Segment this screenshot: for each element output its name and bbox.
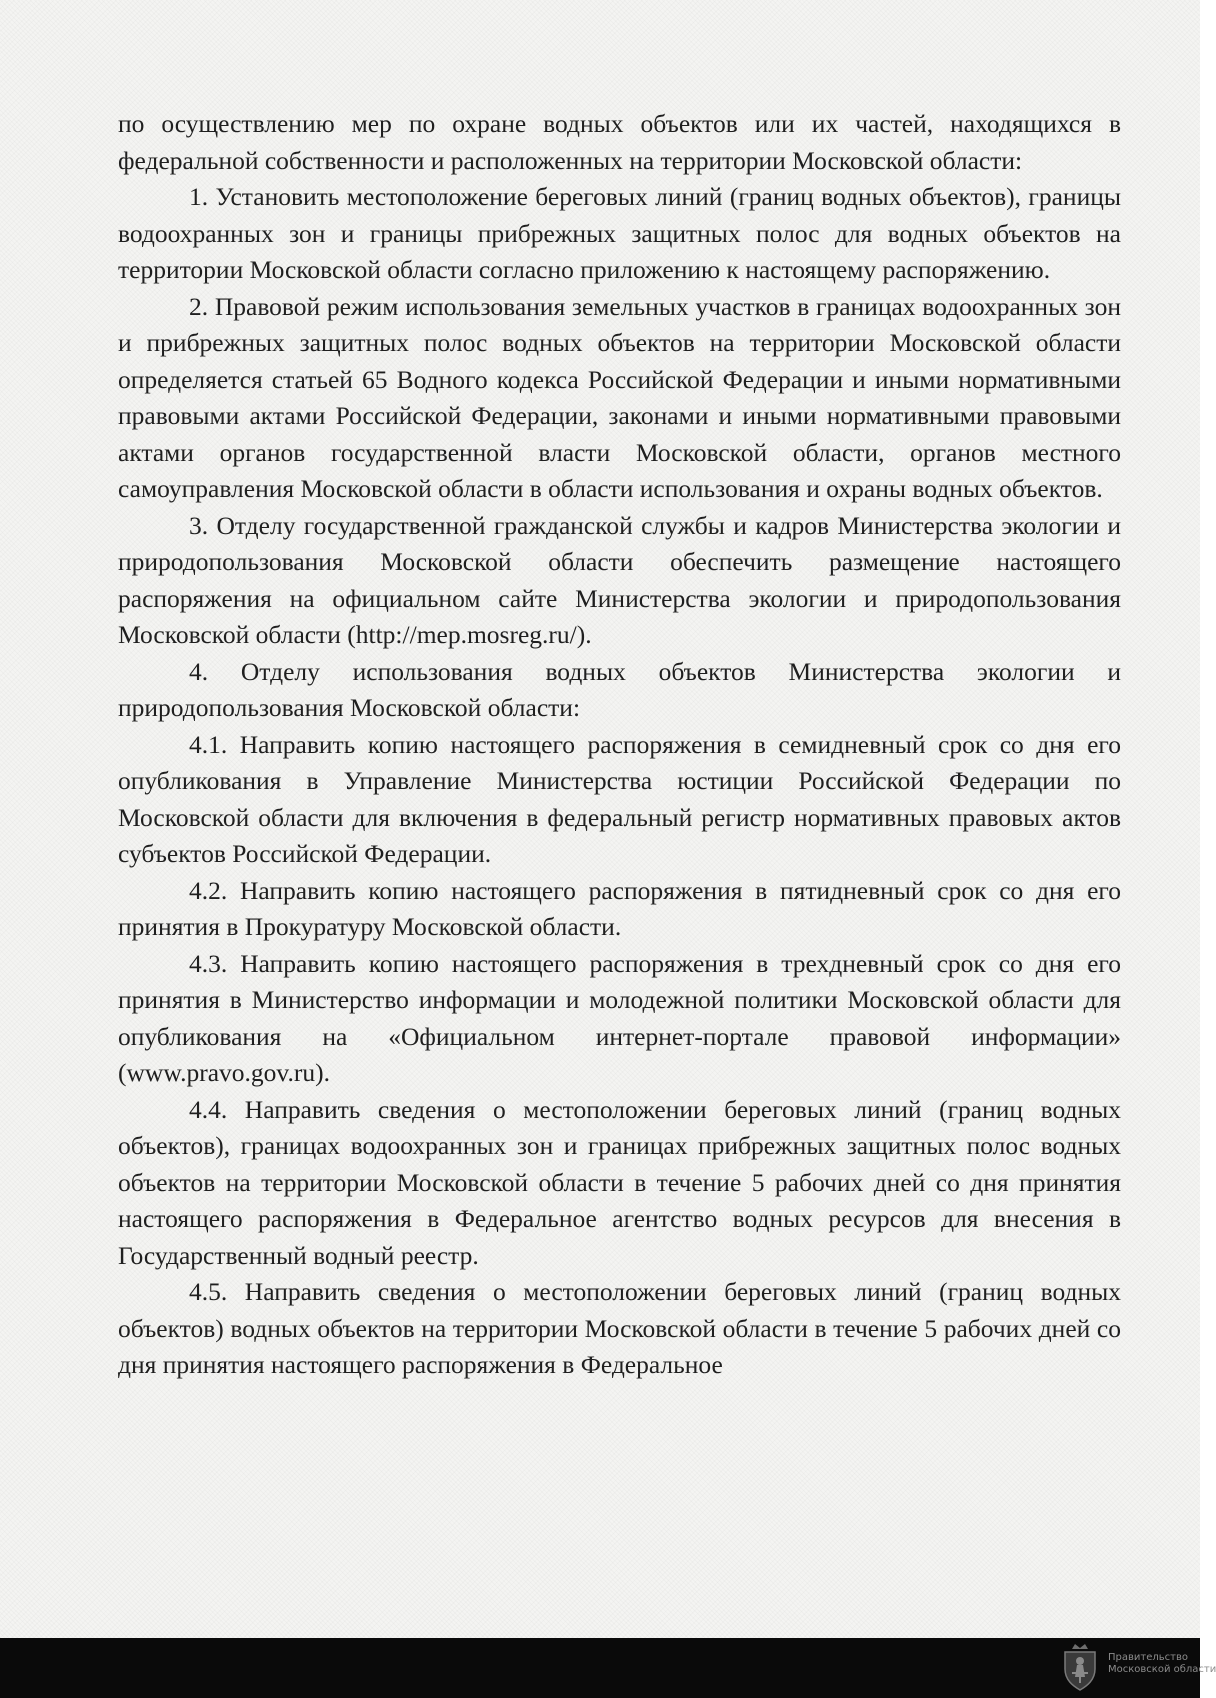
- paragraph-item-4-5: 4.5. Направить сведения о местоположении береговых линий (границ водных объектов) водных объектов на территории Московской области в течение 5 рабочих дней со дня принятия настоящего распоряжения в Федеральное: [118, 1277, 1121, 1379]
- footer-bar: [0, 1638, 1216, 1698]
- paragraph-item-4-3: 4.3. Направить копию настоящего распоряжения в трехдневный срок со дня его принятия в Министерство информации и молодежной политики Московской области для опубликования на «Официальном интернет-портале правовой информации» (www.pravo.gov.ru).: [118, 948, 1121, 1087]
- document-body: [118, 106, 1121, 1384]
- paragraph-item-1: 1. Установить местоположение береговых линий (границ водных объектов), границы водоохранных зон и границы прибрежных защитных полос для водных объектов на территории Московской области согласно приложению к настоящему распоряжению.: [118, 182, 1121, 284]
- paragraph-item-3: 3. Отделу государственной гражданской службы и кадров Министерства экологии и природопользования Московской области обеспечить размещение настоящего распоряжения на официальном сайте Министерства экологии и природопользования Московской области (http://mep.mosreg.ru/).: [118, 510, 1121, 649]
- footer-caption-line-2: Московской области: [1108, 1664, 1216, 1675]
- paragraph-intro: по осуществлению мер по охране водных объектов или их частей, находящихся в федеральной собственности и расположенных на территории Московской области:: [118, 109, 1121, 175]
- footer-caption-line-1: Правительство: [1108, 1652, 1188, 1663]
- paragraph-item-4-2: 4.2. Направить копию настоящего распоряжения в пятидневный срок со дня его принятия в Прокуратуру Московской области.: [118, 875, 1121, 941]
- paragraph-item-4: 4. Отделу использования водных объектов Министерства экологии и природопользования Московской области:: [118, 656, 1121, 722]
- paragraph-item-4-4: 4.4. Направить сведения о местоположении береговых линий (границ водных объектов), границах водоохранных зон и границах прибрежных защитных полос водных объектов на территории Московской области в течение 5 рабочих дней со дня принятия настоящего распоряжения в Федеральное агентство водных ресурсов для внесения в Государственный водный реестр.: [118, 1094, 1121, 1270]
- moscow-oblast-coat-of-arms-icon: [1060, 1643, 1100, 1691]
- paragraph-item-2: 2. Правовой режим использования земельных участков в границах водоохранных зон и прибрежных защитных полос водных объектов на территории Московской области определяется статьей 65 Водного кодекса Российской Федерации и иными нормативными правовыми актами Российской Федерации, законами и иными нормативными правовыми актами органов государственной власти Московской области, органов местного самоуправления Московской области в области использования и охраны водных объектов.: [118, 291, 1121, 503]
- paragraph-item-4-1: 4.1. Направить копию настоящего распоряжения в семидневный срок со дня его опубликования в Управление Министерства юстиции Российской Федерации по Московской области для включения в федеральный регистр нормативных правовых актов субъектов Российской Федерации.: [118, 729, 1121, 868]
- footer-caption: [1108, 1652, 1216, 1676]
